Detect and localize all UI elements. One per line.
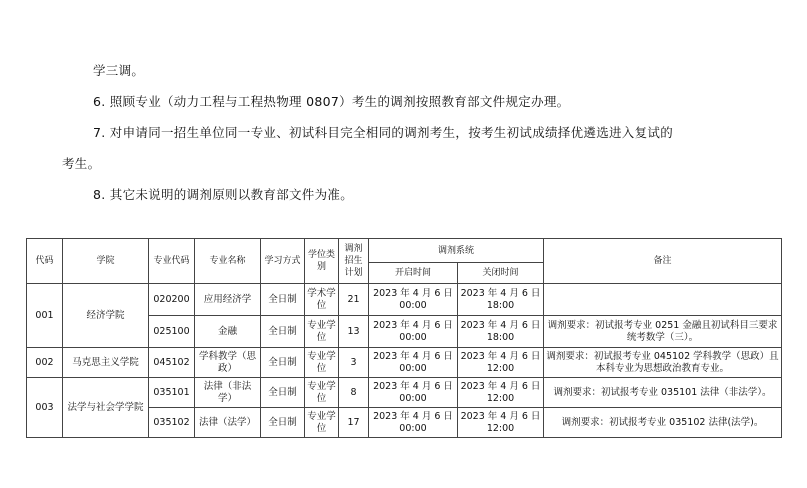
major-name: 法律（法学） (195, 408, 261, 438)
major-name: 应用经济学 (195, 284, 261, 316)
header-plan: 调剂招生计划 (339, 239, 369, 284)
open-time: 2023 年 4 月 6 日 00:00 (369, 378, 458, 408)
plan-count: 17 (339, 408, 369, 438)
study-mode: 全日制 (261, 316, 305, 348)
open-time: 2023 年 4 月 6 日 00:00 (369, 316, 458, 348)
header-code: 代码 (27, 239, 63, 284)
major-name: 金融 (195, 316, 261, 348)
paragraph-continuation: 学三调。 (93, 63, 145, 78)
college-code: 003 (27, 378, 63, 438)
header-college: 学院 (63, 239, 149, 284)
open-time: 2023 年 4 月 6 日 00:00 (369, 284, 458, 316)
remark: 调剂要求：初试报考专业 035102 法律(法学)。 (544, 408, 782, 438)
adjustment-table (26, 238, 782, 438)
table-row (27, 348, 782, 378)
degree-type: 学术学位 (305, 284, 339, 316)
header-degree-type: 学位类别 (305, 239, 339, 284)
major-code: 045102 (149, 348, 195, 378)
college-name: 法学与社会学学院 (63, 378, 149, 438)
study-mode: 全日制 (261, 378, 305, 408)
college-name: 经济学院 (63, 284, 149, 348)
degree-type: 专业学位 (305, 348, 339, 378)
table-row (27, 284, 782, 316)
study-mode: 全日制 (261, 408, 305, 438)
close-time: 2023 年 4 月 6 日 18:00 (458, 284, 544, 316)
major-code: 035101 (149, 378, 195, 408)
paragraph-rule-7: 7. 对申请同一招生单位同一专业、初试科目完全相同的调剂考生，按考生初试成绩择优遴选进入复试的 (93, 125, 674, 140)
header-adjust-system: 调剂系统 (369, 239, 544, 263)
remark: 调剂要求：初试报考专业 035101 法律（非法学）。 (544, 378, 782, 408)
major-code: 035102 (149, 408, 195, 438)
header-close-time: 关闭时间 (458, 263, 544, 284)
close-time: 2023 年 4 月 6 日 12:00 (458, 378, 544, 408)
paragraph-rule-8: 8. 其它未说明的调剂原则以教育部文件为准。 (93, 187, 354, 202)
remark: 调剂要求：初试报考专业 045102 学科教学（思政）且本科专业为思想政治教育专业。 (544, 348, 782, 378)
header-remark: 备注 (544, 239, 782, 284)
plan-count: 8 (339, 378, 369, 408)
close-time: 2023 年 4 月 6 日 18:00 (458, 316, 544, 348)
plan-count: 3 (339, 348, 369, 378)
close-time: 2023 年 4 月 6 日 12:00 (458, 408, 544, 438)
degree-type: 专业学位 (305, 378, 339, 408)
degree-type: 专业学位 (305, 316, 339, 348)
header-study-mode: 学习方式 (261, 239, 305, 284)
major-name: 法律（非法学） (195, 378, 261, 408)
open-time: 2023 年 4 月 6 日 00:00 (369, 408, 458, 438)
open-time: 2023 年 4 月 6 日 00:00 (369, 348, 458, 378)
header-major-code: 专业代码 (149, 239, 195, 284)
header-open-time: 开启时间 (369, 263, 458, 284)
remark: 调剂要求：初试报考专业 0251 金融且初试科目三要求统考数学（三）。 (544, 316, 782, 348)
college-code: 001 (27, 284, 63, 348)
paragraph-rule-6: 6. 照顾专业（动力工程与工程热物理 0807）考生的调剂按照教育部文件规定办理。 (93, 94, 570, 109)
major-code: 025100 (149, 316, 195, 348)
close-time: 2023 年 4 月 6 日 12:00 (458, 348, 544, 378)
study-mode: 全日制 (261, 348, 305, 378)
study-mode: 全日制 (261, 284, 305, 316)
paragraph-rule-7-cont: 考生。 (62, 156, 101, 171)
header-major-name: 专业名称 (195, 239, 261, 284)
degree-type: 专业学位 (305, 408, 339, 438)
table-row (27, 378, 782, 408)
remark (544, 284, 782, 316)
plan-count: 21 (339, 284, 369, 316)
plan-count: 13 (339, 316, 369, 348)
college-name: 马克思主义学院 (63, 348, 149, 378)
major-name: 学科教学（思政） (195, 348, 261, 378)
major-code: 020200 (149, 284, 195, 316)
college-code: 002 (27, 348, 63, 378)
